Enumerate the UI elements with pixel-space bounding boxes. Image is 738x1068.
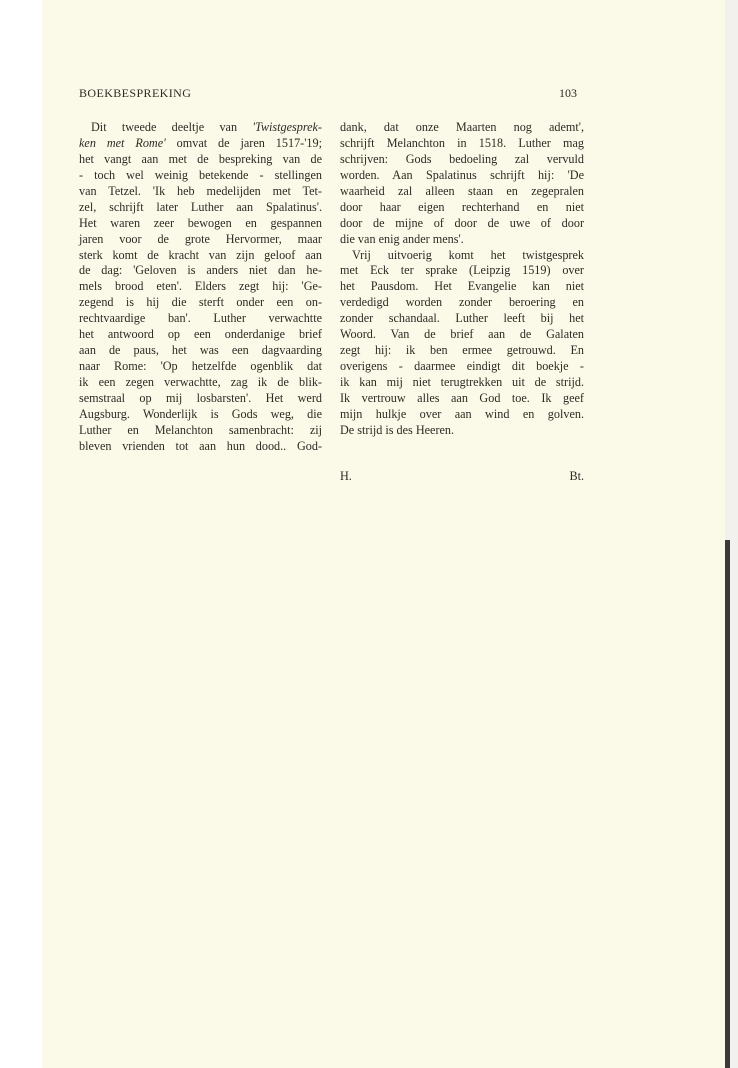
text-line: zegend is hij die sterft onder een on- bbox=[79, 295, 322, 310]
text-line: zel, schrijft later Luther aan Spalatinus'. bbox=[79, 199, 322, 214]
book-title: 'Twistgesprek- bbox=[252, 120, 322, 134]
page-edge-shadow bbox=[725, 540, 730, 1068]
text-line: verdedigd worden zonder beroering en bbox=[340, 295, 584, 310]
text-line: door haar eigen rechterhand en niet bbox=[340, 199, 584, 214]
text-line: Luther en Melanchton samenbracht: zij bbox=[79, 422, 322, 437]
text-line bbox=[79, 120, 322, 136]
text-line: aan de paus, het was een dagvaarding bbox=[79, 343, 322, 358]
text-line: het vangt aan met de bespreking van de bbox=[79, 151, 322, 166]
text-line: mijn hulkje over aan wind en golven. bbox=[340, 406, 584, 421]
signature-initial-left: H. bbox=[340, 469, 352, 483]
page-number: 103 bbox=[559, 86, 577, 100]
signature bbox=[340, 469, 584, 484]
text-line: waarheid zal alleen staan en zegepralen bbox=[340, 183, 584, 198]
text-line: van Tetzel. 'Ik heb medelijden met Tet- bbox=[79, 183, 322, 198]
text-line: ik een zegen verwachtte, zag ik de blik- bbox=[79, 375, 322, 389]
text-segment: omvat de jaren 1517-'19; bbox=[165, 135, 322, 150]
text-line: dank, dat onze Maarten nog ademt', bbox=[340, 120, 584, 134]
text-line: sterk komt de kracht van zijn geloof aan bbox=[79, 247, 322, 262]
text-line: schrijven: Gods bedoeling zal vervuld bbox=[340, 151, 584, 166]
text-line: zegt hij: ik ben ermee getrouwd. En bbox=[340, 343, 584, 358]
text-line: Augsburg. Wonderlijk is Gods weg, die bbox=[79, 406, 322, 421]
text-line: Het waren zeer bewogen en gespannen bbox=[79, 215, 322, 230]
book-title: ken met Rome' bbox=[79, 135, 166, 150]
text-line: schrijft Melanchton in 1518. Luther mag bbox=[340, 135, 584, 150]
left-column bbox=[79, 120, 322, 455]
text-line: Vrij uitvoerig komt het twistgesprek bbox=[352, 247, 584, 262]
text-line: rechtvaardige ban'. Luther verwachtte bbox=[79, 311, 322, 326]
text-line: met Eck ter sprake (Leipzig 1519) over bbox=[340, 263, 584, 278]
text-line: Ik vertrouw alles aan God toe. Ik geef bbox=[340, 390, 584, 405]
text-line: De strijd is des Heeren. bbox=[340, 422, 455, 437]
text-line: de dag: 'Geloven is anders niet dan he- bbox=[79, 263, 322, 278]
signature-initial-right: Bt. bbox=[569, 469, 584, 483]
text-line: het Pausdom. Het Evangelie kan niet bbox=[340, 279, 584, 294]
text-line: mels brood eten'. Elders zegt hij: 'Ge- bbox=[79, 279, 322, 294]
scan-margin bbox=[0, 0, 42, 1068]
text-line: worden. Aan Spalatinus schrijft hij: 'De bbox=[340, 167, 584, 182]
text-line: jaren voor de grote Hervormer, maar bbox=[79, 231, 322, 246]
text-line: door de mijne of door de uwe of door bbox=[340, 215, 584, 230]
text-line: zonder schandaal. Luther leeft bij het bbox=[340, 311, 584, 326]
text-line: naar Rome: 'Op hetzelfde ogenblik dat bbox=[79, 359, 322, 374]
text-line: overigens - daarmee eindigt dit boekje - bbox=[340, 359, 584, 374]
text-line bbox=[79, 136, 322, 152]
text-line: die van enig ander mens'. bbox=[340, 231, 464, 246]
text-line: Woord. Van de brief aan de Galaten bbox=[340, 327, 584, 342]
text-segment: Dit tweede deeltje van bbox=[91, 120, 253, 134]
text-line: semstraal op mij losbarsten'. Het werd bbox=[79, 390, 322, 405]
text-line: - toch wel weinig betekende - stellingen bbox=[79, 167, 322, 182]
text-line: ik kan mij niet terugtrekken uit de strijd. bbox=[340, 375, 584, 389]
text-line: het antwoord op een onderdanige brief bbox=[79, 327, 322, 342]
text-line: bleven vrienden tot aan hun dood.. God- bbox=[79, 438, 322, 453]
running-head: BOEKBESPREKING bbox=[79, 86, 192, 100]
right-column bbox=[340, 120, 584, 439]
